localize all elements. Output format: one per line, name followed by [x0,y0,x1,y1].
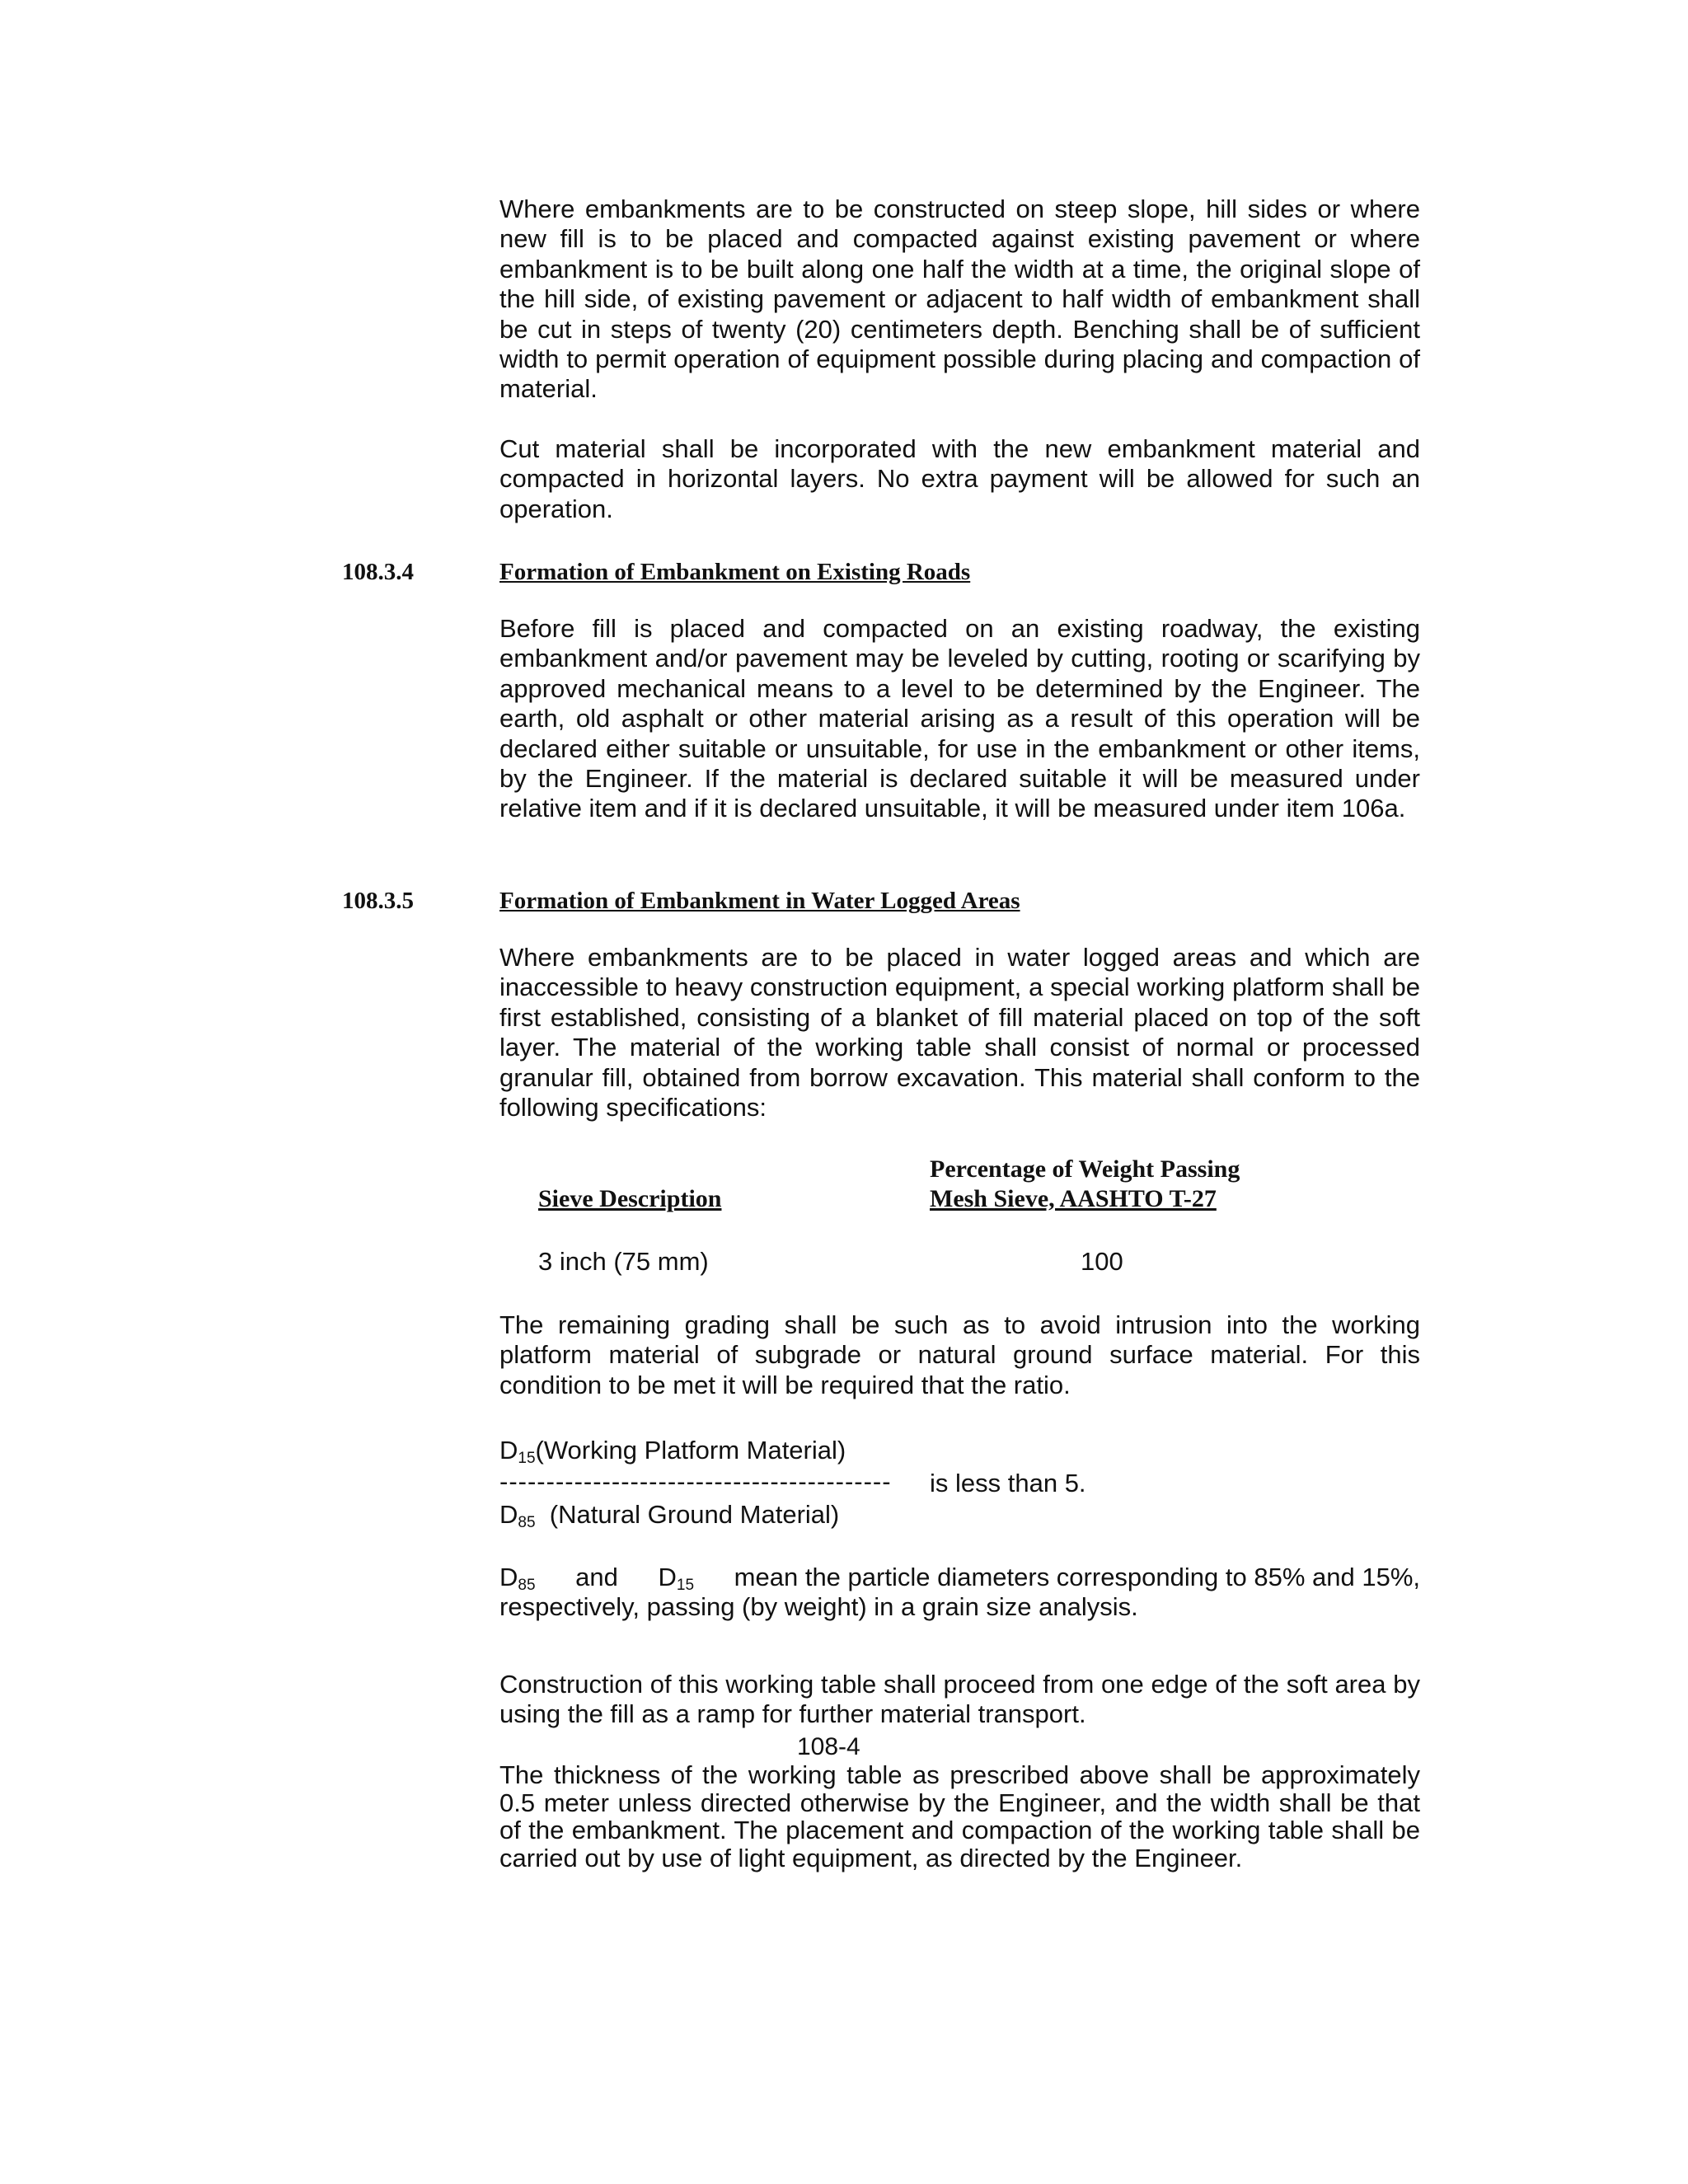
table-cell-percent: 100 [1081,1247,1123,1276]
header-line: Percentage of Weight Passing [930,1155,1240,1183]
paragraph-water-logged: Where embankments are to be placed in water logged areas and which are inaccessible to heavy construction equipment, a special working platform shall be first established, consisting of a blanket of fill material placed on top of the soft layer. The material of the working table shall consist of normal or processed granular fill, obtained from borrow excavation. This material shall conform to the following specifications: [499,943,1420,1122]
ratio-numerator: $D_{15}(Working$ Platform Material) [499,1436,846,1467]
section-number: 108.3.5 [342,888,414,914]
section-number: 108.3.4 [342,559,414,585]
header-line: Mesh Sieve, AASHTO T-27 [930,1185,1217,1212]
ratio-divider: ------------------------------------------ [499,1467,892,1496]
paragraph-construction: Construction of this working table shall proceed from one edge of the soft area by using the fill as a ramp for further material transport. [499,1670,1420,1729]
definition-line: respectively, passing (by weight) in a grain size analysis. [499,1592,1138,1622]
paragraph-remaining-grading: The remaining grading shall be such as to avoid intrusion into the working platform material of subgrade or natural ground surface material. For this condition to be met it will be required that the ratio. [499,1310,1420,1399]
section-title: Formation of Embankment on Existing Roads [499,559,971,585]
paragraph-definition [499,1563,1420,1623]
ratio-condition: is less than 5. [930,1469,1086,1497]
table-header-sieve: Sieve Description [538,1185,722,1212]
table-cell-sieve: 3 inch (75 mm) [538,1247,709,1276]
paragraph-benching: Where embankments are to be constructed on steep slope, hill sides or where new fill is to be placed and compacted against existing pavement or where embankment is to be built along one half the width at a time, the original slope of the hill side, of existing pavement or adjacent to half width of embankment shall be cut in steps of twenty (20) centimeters depth. Benching shall be of sufficient width to permit operation of equipment possible during placing and compaction of material. [499,194,1420,404]
definition-d85: $D_{85}$ [499,1563,536,1594]
definition-text: mean the particle diameters corresponding to 85% and 15%, [734,1563,1420,1591]
definition-d15: $D_{15}$ [658,1563,695,1594]
paragraph-thickness: The thickness of the working table as prescribed above shall be approximately 0.5 meter unless directed otherwise by the Engineer, and the width shall be that of the embankment. The placement and compaction of the working table shall be carried out by use of light equipment, as directed by the Engineer. [499,1760,1420,1872]
paragraph-existing-roads: Before fill is placed and compacted on an existing roadway, the existing embankment and/or pavement may be leveled by cutting, rooting or scarifying by approved mechanical means to a level to be determined by the Engineer. The earth, old asphalt or other material arising as a result of this operation will be declared either suitable or unsuitable, for use in the embankment or other items, by the Engineer. If the material is declared suitable it will be measured under relative item and if it is declared unsuitable, it will be measured under item 106a. [499,614,1420,823]
page-number: 108-4 [797,1733,860,1760]
definition-and: and [575,1563,618,1591]
ratio-denominator: $D_{85}$ (Natural Ground Material) [499,1500,840,1531]
table-header-percentage [930,1155,1240,1214]
paragraph-cut-material: Cut material shall be incorporated with the new embankment material and compacted in horizontal layers. No extra payment will be allowed for such an operation. [499,434,1420,523]
definition-line [499,1563,1420,1592]
section-title: Formation of Embankment in Water Logged Areas [499,888,1020,914]
